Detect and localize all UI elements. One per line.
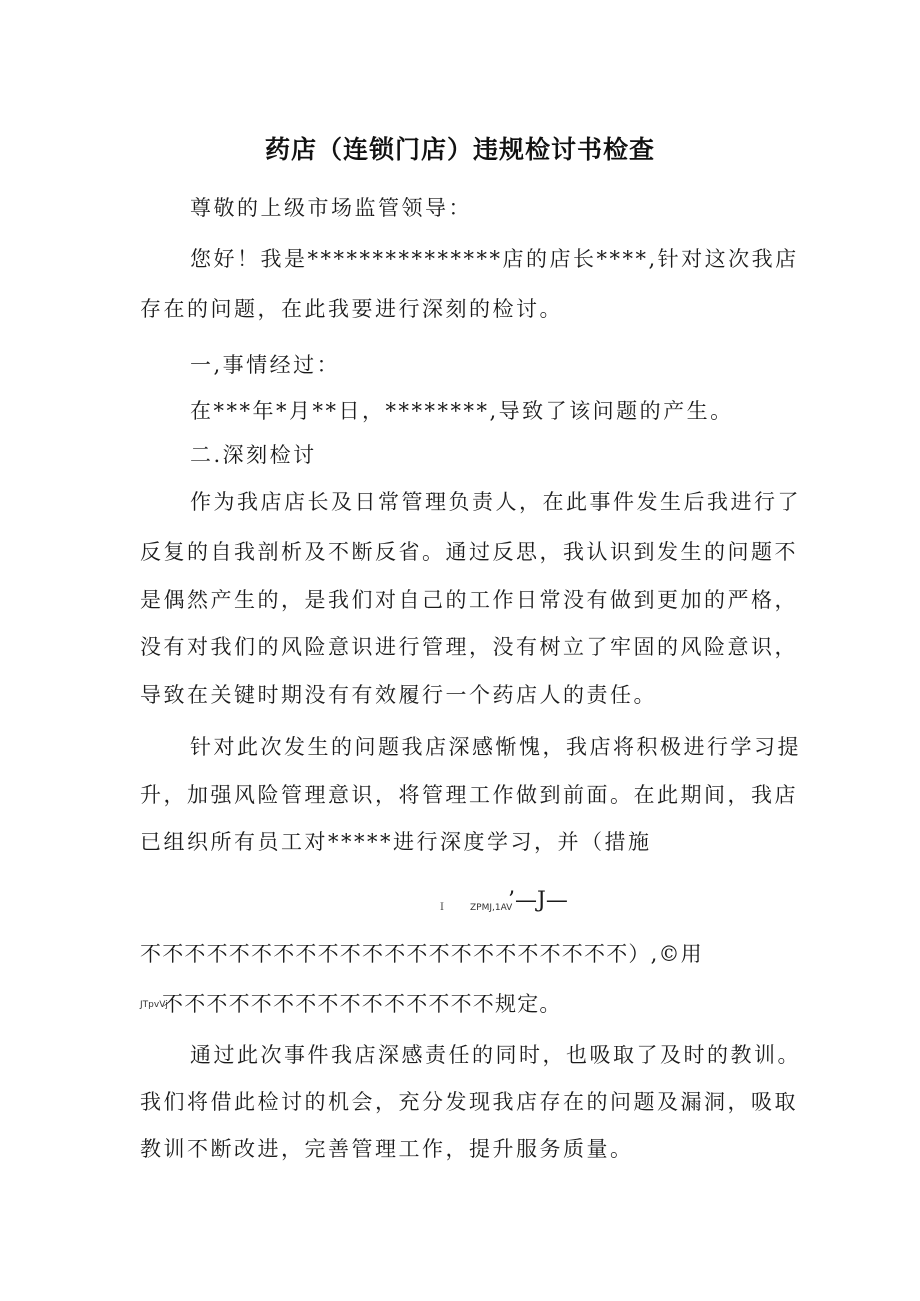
paragraph-1-line-3: 是偶然产生的，是我们对自己的工作日常没有做到更加的严格，	[140, 588, 798, 612]
paragraph-2-line-1: 针对此次发生的问题我店深感惭愧，我店将积极进行学习提	[190, 735, 801, 759]
paragraph-3-line-2: 我们将借此检讨的机会，充分发现我店存在的问题及漏洞，吸取	[140, 1090, 798, 1114]
repeat-line-1: 不不不不不不不不不不不不不不不不不不不不不不）,©用	[140, 942, 703, 966]
greeting-line-1: 您好！我是***************店的店长****,针对这次我店	[190, 247, 799, 271]
paragraph-2-line-2: 升，加强风险管理意识，将管理工作做到前面。在此期间，我店	[140, 783, 798, 807]
section-1-heading: 一,事情经过：	[190, 353, 341, 377]
section-2-heading: 二.深刻检讨	[190, 443, 317, 467]
paragraph-3-line-3: 教训不断改进，完善管理工作，提升服务质量。	[140, 1137, 634, 1161]
paragraph-1-line-4: 没有对我们的风险意识进行管理，没有树立了牢固的风险意识，	[140, 635, 798, 659]
section-1-text: 在***年*月**日，********,导致了该问题的产生。	[190, 399, 734, 423]
paragraph-2-line-3: 已组织所有员工对*****进行深度学习，并（措施	[140, 830, 652, 854]
paragraph-3-line-1: 通过此次事件我店深感责任的同时，也吸取了及时的教训。	[190, 1043, 801, 1067]
greeting-line-2: 存在的问题，在此我要进行深刻的检讨。	[140, 297, 563, 321]
paragraph-1-line-5: 导致在关键时期没有有效履行一个药店人的责任。	[140, 683, 657, 707]
garbled-tick: I	[440, 902, 444, 913]
paragraph-1-line-2: 反复的自我剖析及不断反省。通过反思，我认识到发生的问题不	[140, 540, 798, 564]
repeat-line-2: 不不不不不不不不不不不不不不不规定。	[162, 992, 562, 1016]
paragraph-1-line-1: 作为我店店长及日常管理负责人，在此事件发生后我进行了	[190, 490, 801, 514]
garbled-prefix: JTpvVj	[140, 1000, 168, 1010]
document-title: 药店（连锁门店）违规检讨书检查	[264, 135, 655, 164]
salutation: 尊敬的上级市场监管领导：	[190, 196, 472, 220]
garbled-marks: ’—J—	[508, 888, 568, 913]
garbled-small-text: ZPMJ,1AV	[470, 903, 513, 913]
